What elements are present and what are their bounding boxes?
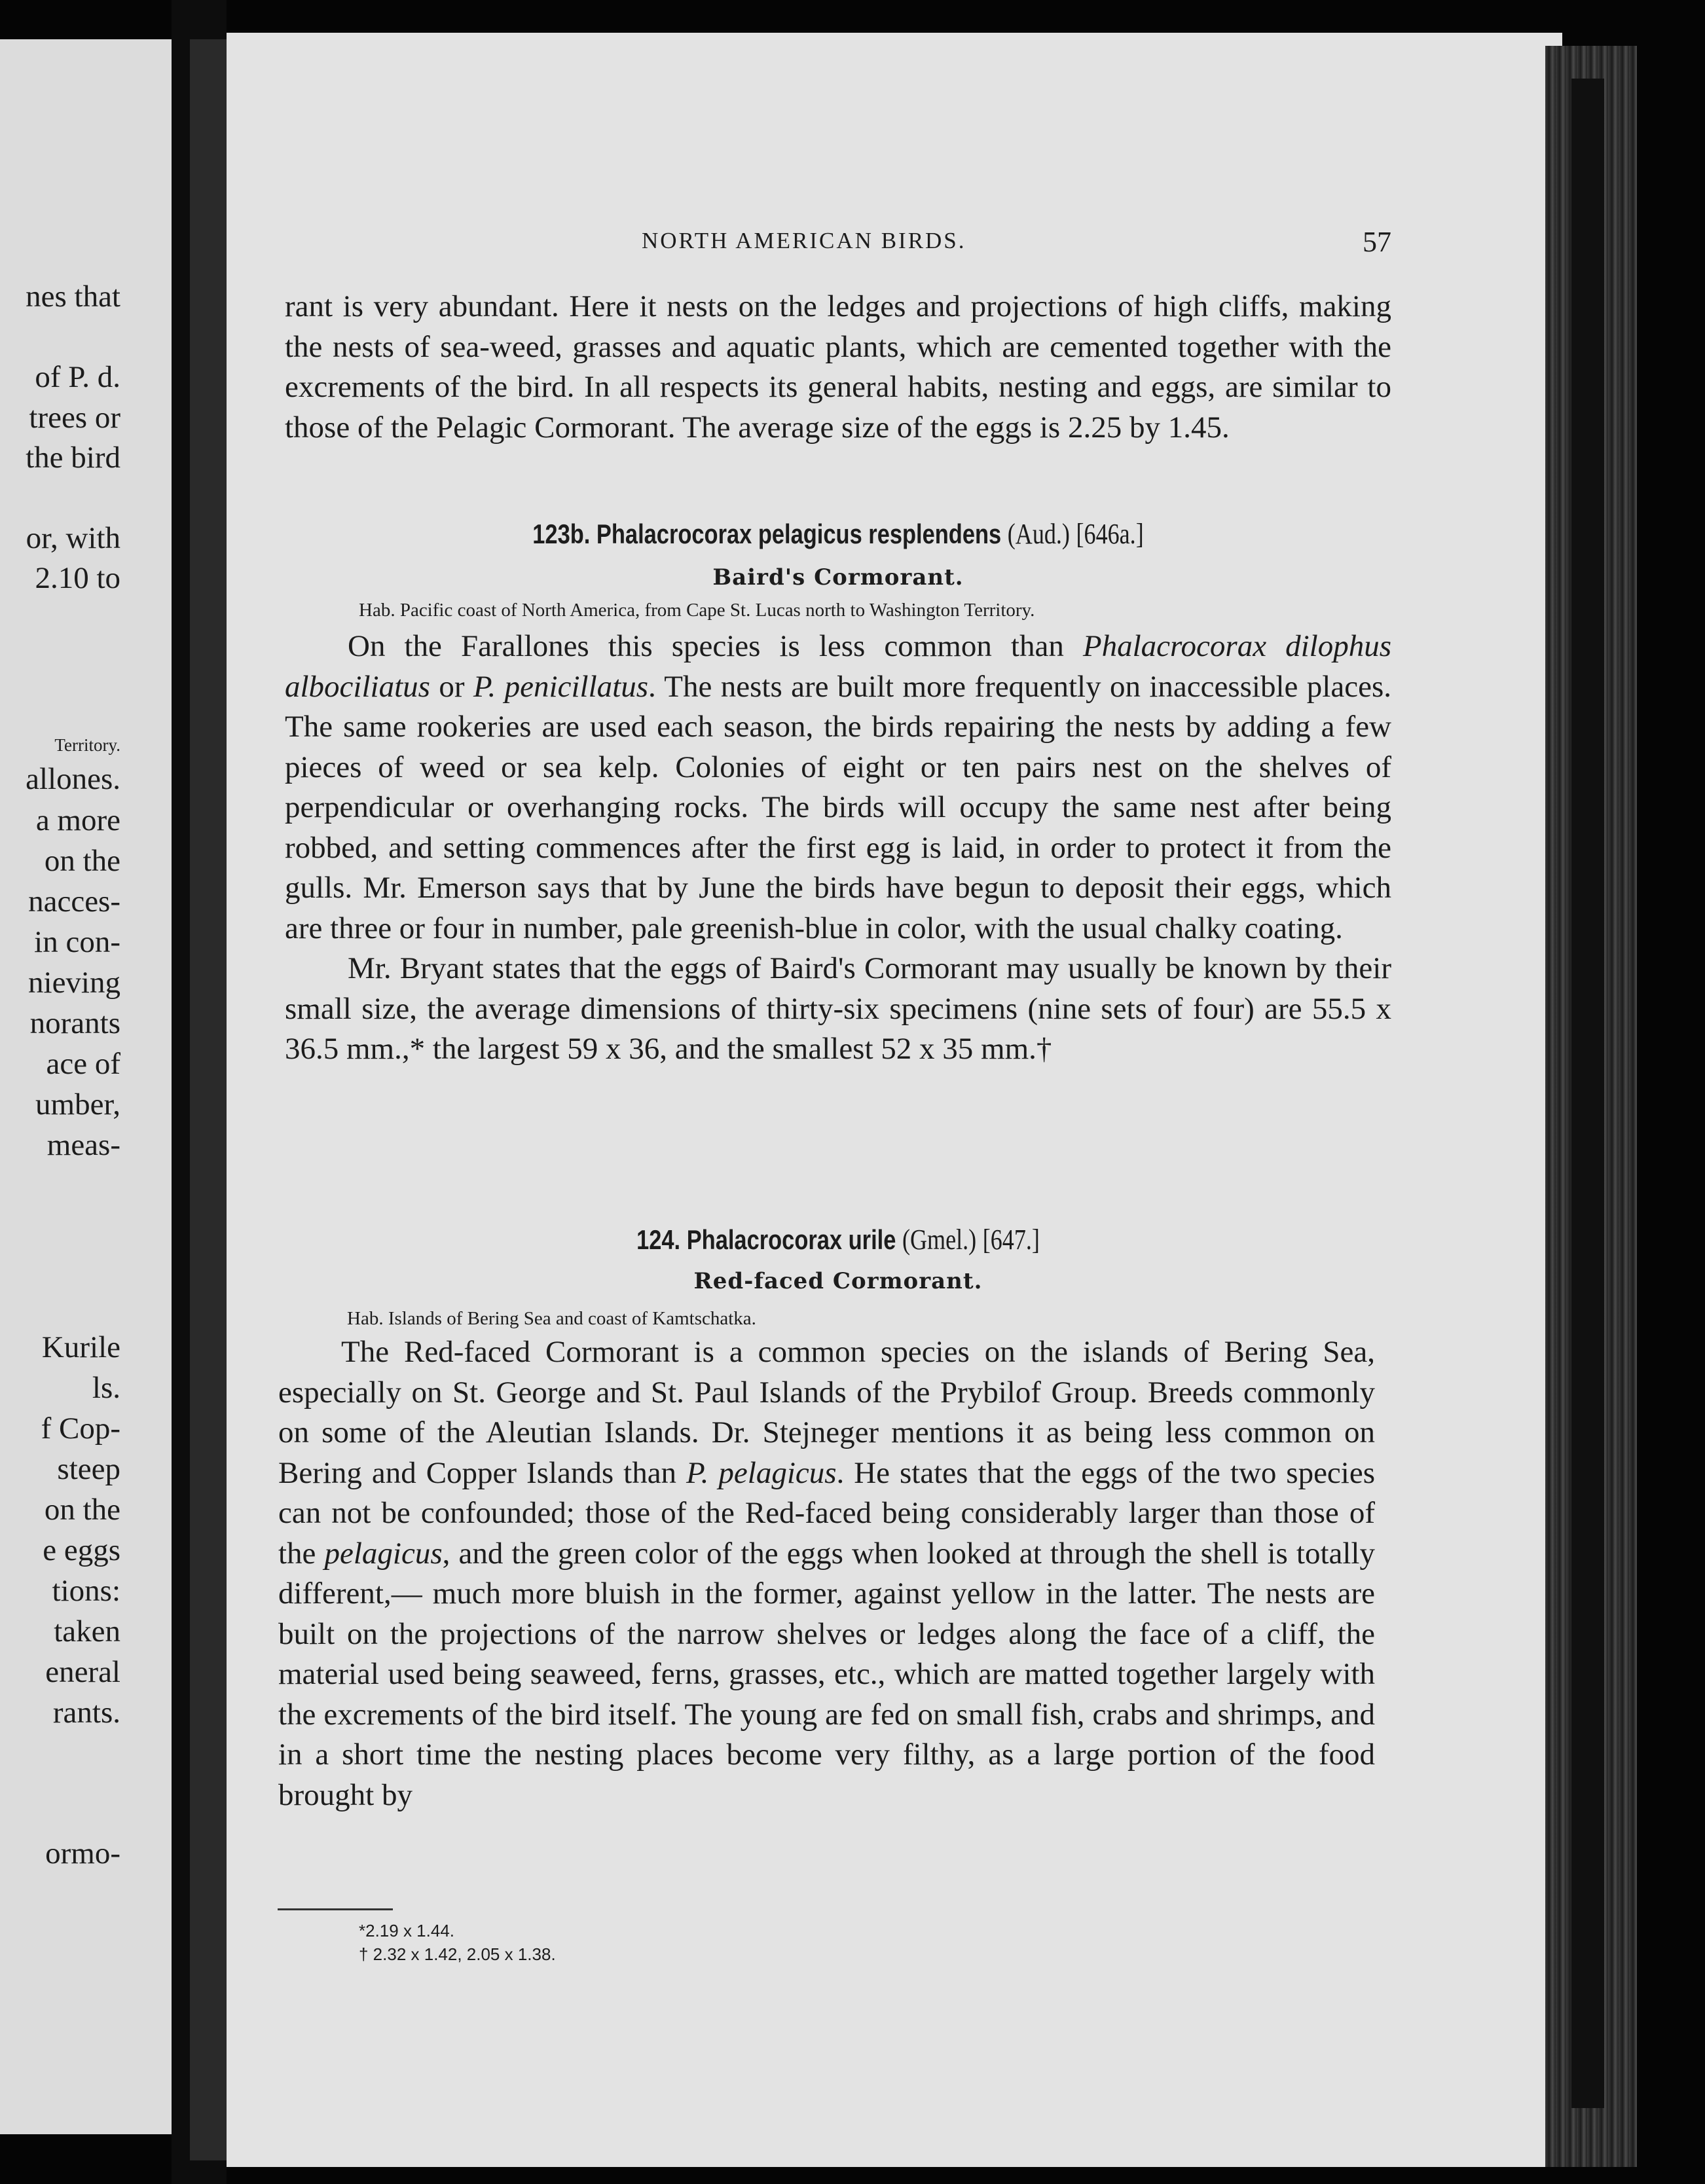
text-run: . The nests are built more frequently on inaccessible places. The same rookeries are used each season, the birds repairing the nests by adding a few pieces of weed or sea kelp. Colonies of eight or ten pairs nest on the shelves of perpendicular or overhanging rocks. The birds will occupy the same nest after being robbed, and setting commences after the first egg is laid, in order to protect it from the gulls. Mr. Emerson says that by June the birds have begun to deposit their eggs, which are three or four in number, pale greenish-blue in color, with the usual chalky coating. (285, 669, 1391, 945)
species-heading-123b (384, 517, 1292, 551)
page-block-shadow (1571, 79, 1604, 2108)
intro-paragraph (285, 287, 1391, 448)
left-page-line: f Cop- (41, 1411, 120, 1446)
left-page-line: nes that (26, 280, 120, 314)
left-page-line: taken (54, 1614, 120, 1648)
left-page-line: Territory. (54, 735, 120, 755)
left-page-line: ace of (46, 1047, 120, 1081)
left-page-line: 2.10 to (35, 561, 120, 595)
left-page-line: ls. (92, 1371, 120, 1405)
italic-name: P. penicillatus (473, 669, 648, 704)
left-page-line: ormo- (45, 1836, 120, 1870)
left-page-line: a more (35, 803, 120, 837)
footnote: † 2.32 x 1.42, 2.05 x 1.38. (359, 1944, 556, 1964)
scientific-name: Phalacrocorax urile (686, 1224, 896, 1255)
left-page-line: meas- (46, 1128, 120, 1162)
intro-paragraph-text: rant is very abundant. Here it nests on the ledges and projections of high cliffs, making the nests of sea-weed, grasses and aquatic plants, which are cemented together with the excrements of the bird. In all respects its general habits, nesting and eggs, are similar to those of the Pelagic Cormorant. The average size of the eggs is 2.25 by 1.45. (285, 289, 1391, 445)
text-run: , and the green color of the eggs when looked at through the shell is totally different,— much more bluish in the former, against yellow in the latter. The nests are built on the projections of the narrow shelves or ledges along the face of a cliff, the material used being seaweed, ferns, grasses, etc., which are matted together largely with the excrements of the bird itself. The young are fed on small fish, crabs and shrimps, and in a short time the nesting places become very filthy, as a large portion of the food brought by (278, 1536, 1375, 1812)
paragraph (285, 627, 1391, 949)
species-123b-text (285, 627, 1391, 1070)
footnote: *2.19 x 1.44. (359, 1921, 454, 1940)
left-page-line: of P. d. (35, 360, 120, 394)
species-number: 124. (636, 1224, 681, 1255)
species-code: [647.] (982, 1224, 1040, 1256)
left-page-line: eneral (45, 1655, 120, 1689)
left-page-line: on the (44, 1493, 120, 1527)
left-page-line: nieving (28, 966, 120, 1000)
left-page-line: in con- (34, 925, 120, 959)
left-page-line: or, with (26, 521, 120, 555)
species-authority: (Aud.) (1007, 518, 1070, 550)
running-title: NORTH AMERICAN BIRDS. (642, 228, 966, 253)
left-page-line: trees or (29, 401, 120, 435)
left-page-line: nacces- (28, 884, 120, 919)
text-run: The Red-faced Cormorant is a common species on the islands of Bering Sea, especially on St. George and St. Paul Islands of the Prybilof Group. Breeds commonly on some of the Aleutian Islands. Dr. Stejneger mentions it as being less common on Bering and Copper Islands than (278, 1335, 1375, 1490)
common-name-124: Red-faced Cormorant. (693, 1268, 983, 1294)
gutter-shadow (190, 39, 227, 2160)
left-page-line: steep (57, 1452, 120, 1486)
paragraph: Mr. Bryant states that the eggs of Baird's Cormorant may usually be known by their small size, the average dimensions of thirty-six specimens (nine sets of four) are 55.5 x 36.5 mm.,* the largest 59 x 36, and the smallest 52 x 35 mm.† (285, 951, 1391, 1066)
footnote-rule (278, 1908, 393, 1910)
species-code: [646a.] (1076, 518, 1144, 550)
running-head (285, 228, 1391, 267)
left-page-line: umber, (35, 1087, 120, 1121)
habitat-123b: Hab. Pacific coast of North America, from Cape St. Lucas north to Washington Territory. (359, 600, 1035, 621)
species-authority: (Gmel.) (902, 1224, 977, 1256)
text-run: or (430, 669, 473, 704)
left-page-line: norants (29, 1006, 120, 1040)
italic-name: pelagicus (324, 1536, 443, 1571)
habitat-124: Hab. Islands of Bering Sea and coast of Kamtschatka. (347, 1308, 756, 1329)
left-page-line: Kurile (41, 1330, 120, 1364)
left-page-line: tions: (52, 1574, 120, 1608)
paragraph (278, 1332, 1375, 1815)
left-page-line: on the (44, 844, 120, 878)
left-page-line: e eggs (43, 1533, 120, 1567)
species-124-text (278, 1332, 1375, 1815)
species-number: 123b. (532, 519, 591, 549)
scientific-name: Phalacrocorax pelagicus resplendens (596, 519, 1002, 549)
text-run: . He states that the eggs of the two species can not be confounded; those of the Red-faced being considerably larger than those of the (278, 1455, 1376, 1571)
left-page-fragment (0, 39, 172, 2134)
species-heading-124 (384, 1223, 1292, 1256)
left-page-line: rants. (52, 1696, 120, 1730)
italic-name: P. pelagicus (686, 1455, 837, 1490)
text-run: On the Farallones this species is less common than (348, 629, 1083, 663)
left-page-line: the bird (26, 441, 120, 475)
common-name-123b: Baird's Cormorant. (712, 564, 964, 591)
italic-name: Phalacrocorax dilophus albociliatus (285, 629, 1392, 704)
page-number: 57 (1363, 226, 1391, 258)
left-page-line: allones. (26, 762, 120, 796)
